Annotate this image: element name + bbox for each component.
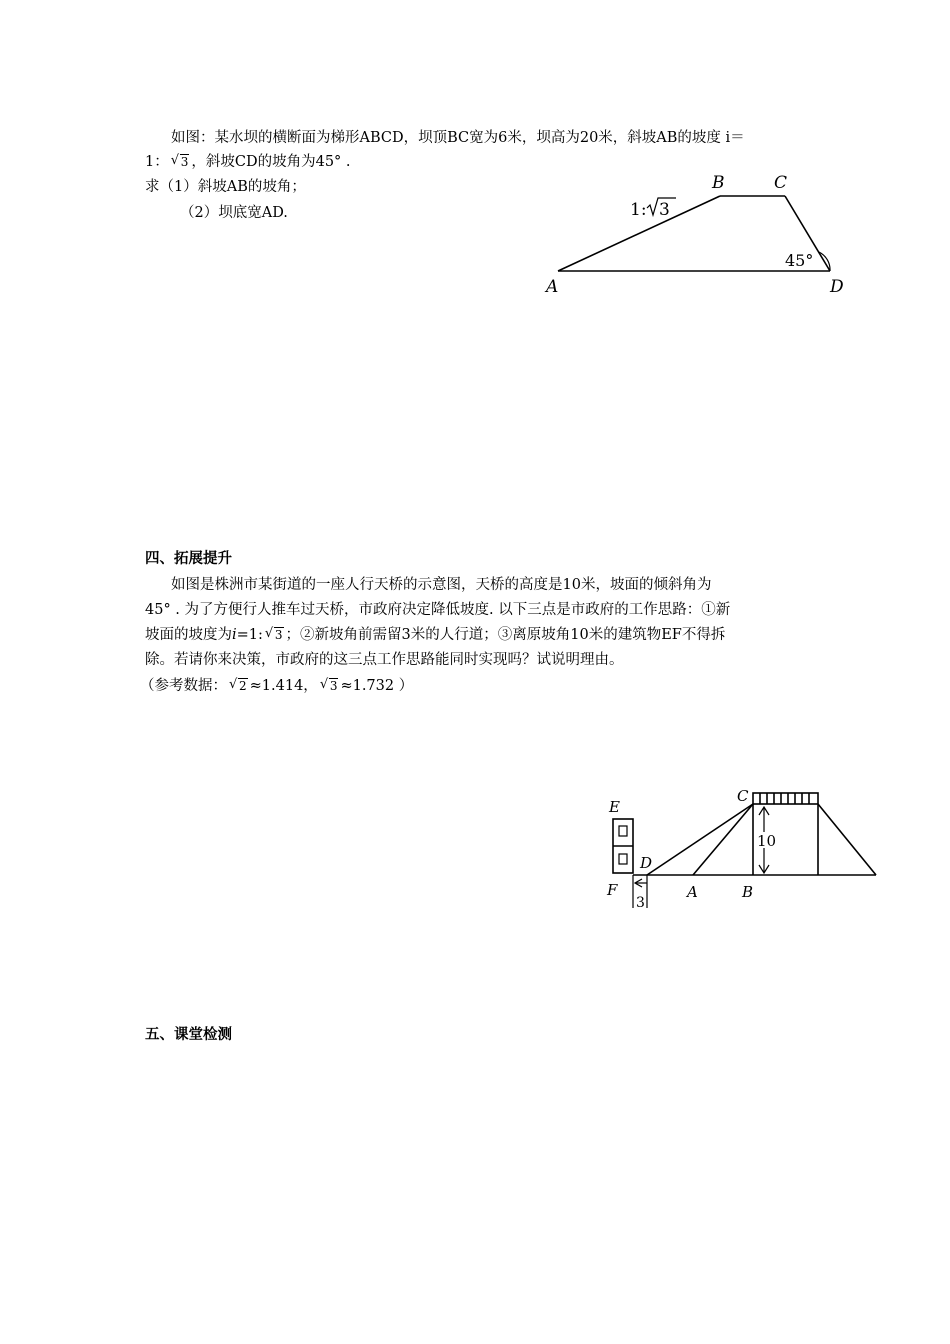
section4-line3-post: ；②新坡角前需留3米的人行道；③离原坡角10米的建筑物EF不得拆 xyxy=(285,627,726,643)
label-f: F xyxy=(607,881,618,899)
section4-line1: 如图是株洲市某街道的一座人行天桥的示意图，天桥的高度是10米，坡面的倾斜角为 xyxy=(171,577,712,593)
section4-line4: 除。若请你来决策，市政府的这三点工作思路能同时实现吗？试说明理由。 xyxy=(145,652,624,668)
height-label: 10 xyxy=(757,832,777,850)
reference-mid: ≈1.414， xyxy=(249,678,318,694)
section5-heading: 五、课堂检测 xyxy=(145,1027,232,1043)
reference-data xyxy=(140,676,413,696)
problem1-question2: （2）坝底宽AD. xyxy=(180,205,288,221)
new-slope-dc xyxy=(647,804,753,875)
reference-post: ≈1.732 ） xyxy=(340,678,414,694)
problem1-line2 xyxy=(145,152,351,172)
label-b: B xyxy=(712,173,725,193)
problem1-line2-pre: 1： xyxy=(145,154,169,170)
label-c2: C xyxy=(737,787,749,805)
label-b2: B xyxy=(742,883,754,901)
label-d: D xyxy=(830,277,844,297)
section4-line2: 45° . 为了方便行人推车过天桥，市政府决定降低坡度. 以下三点是市政府的工作思路：①新 xyxy=(145,602,731,618)
problem1-line2-post: ，斜坡CD的坡角为45° . xyxy=(191,154,351,170)
window-icon xyxy=(619,854,627,864)
sqrt-symbol: √ 3 xyxy=(265,625,284,645)
problem1-question1: 求（1）斜坡AB的坡角； xyxy=(145,179,306,195)
section4-heading: 四、拓展提升 xyxy=(145,551,232,567)
label-a: A xyxy=(546,277,559,297)
label-c: C xyxy=(774,173,788,193)
sqrt-symbol: √ 3 xyxy=(171,152,190,172)
window-icon xyxy=(619,826,627,836)
section4-line3 xyxy=(145,625,725,645)
slope-label-pre: 1: xyxy=(630,200,647,220)
problem1-line1: 如图：某水坝的横断面为梯形ABCD，坝顶BC宽为6米，坝高为20米，斜坡AB的坡度 i＝ xyxy=(171,130,745,146)
sqrt-symbol: √ 2 xyxy=(229,676,248,696)
section4-line3-pre: 坡面的坡度为 xyxy=(145,627,232,643)
slope-symbol-i: i xyxy=(232,627,237,643)
label-a2: A xyxy=(687,883,698,901)
right-slope xyxy=(818,804,876,875)
label-e: E xyxy=(609,798,620,816)
trapezoid-figure xyxy=(540,168,860,300)
angle-label: 45° xyxy=(785,251,814,270)
label-d2: D xyxy=(640,854,653,872)
reference-pre: （参考数据： xyxy=(140,678,227,694)
sqrt-symbol: √ 3 xyxy=(320,676,339,696)
walkway-label: 3 xyxy=(636,895,645,911)
section4-line3-mid: =1: xyxy=(236,627,263,643)
slope-label-rad: 3 xyxy=(659,200,670,220)
old-slope-ac xyxy=(693,804,753,875)
bridge-figure xyxy=(600,786,885,914)
